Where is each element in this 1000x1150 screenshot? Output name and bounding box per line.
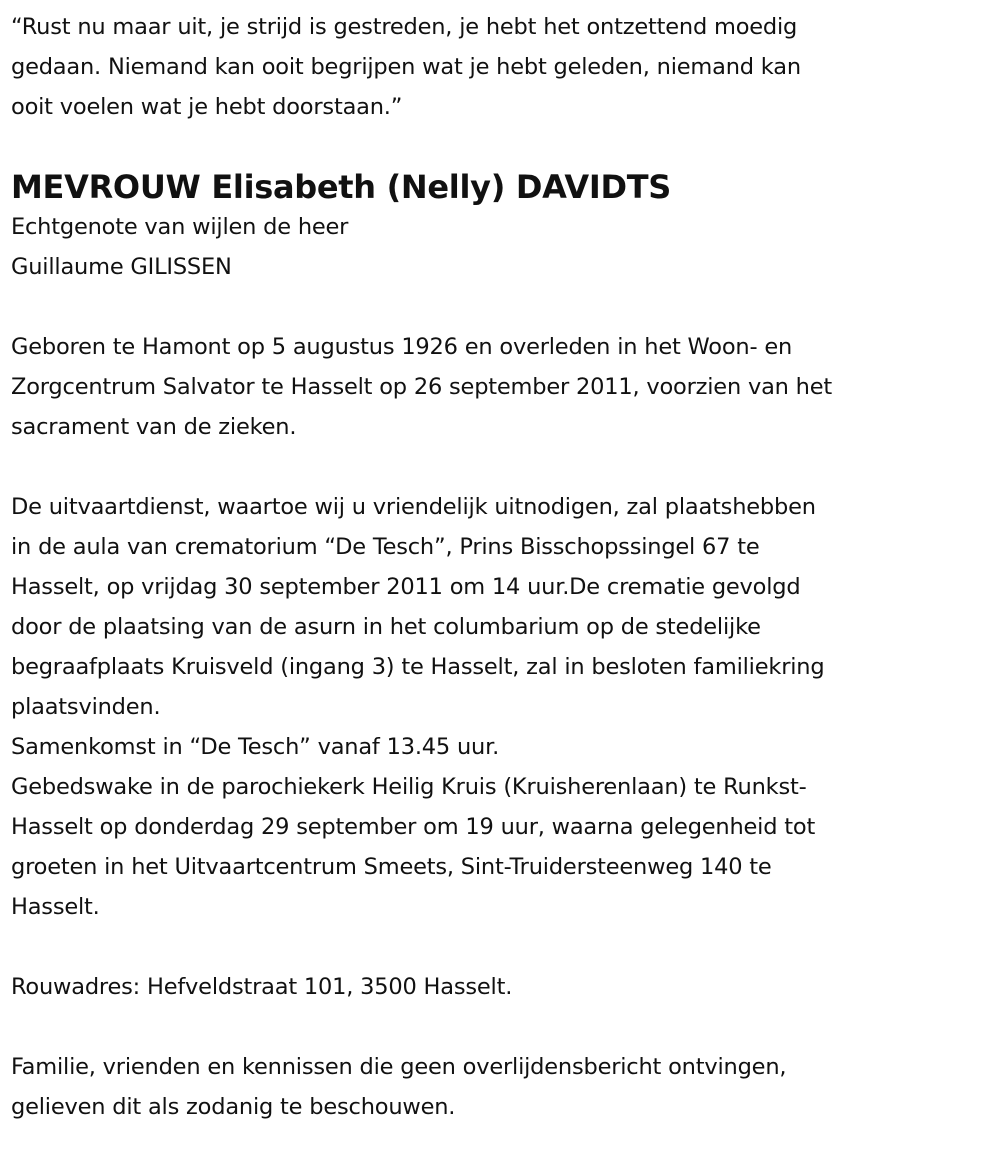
quote-line: gedaan. Niemand kan ooit begrijpen wat je hebt geleden, niemand kan	[11, 54, 801, 80]
text-line: Hasselt, op vrijdag 30 september 2011 om 14 uur.De crematie gevolgd	[11, 574, 801, 600]
text-line: Hasselt.	[11, 894, 100, 920]
closing-paragraph	[11, 1047, 1000, 1127]
text-line: Samenkomst in “De Tesch” vanaf 13.45 uur.	[11, 734, 500, 760]
text-line: in de aula van crematorium “De Tesch”, Prins Bisschopssingel 67 te	[11, 534, 760, 560]
birth-death-paragraph	[11, 327, 1000, 447]
text-line: De uitvaartdienst, waartoe wij u vriendelijk uitnodigen, zal plaatshebben	[11, 494, 816, 520]
quote-paragraph	[11, 7, 1000, 127]
text-line: door de plaatsing van de asurn in het columbarium op de stedelijke	[11, 614, 761, 640]
text-line: gelieven dit als zodanig te beschouwen.	[11, 1094, 456, 1120]
text-line: groeten in het Uitvaartcentrum Smeets, Sint-Truidersteenweg 140 te	[11, 854, 772, 880]
text-line: begraafplaats Kruisveld (ingang 3) te Hasselt, zal in besloten familiekring	[11, 654, 825, 680]
mourning-address: Rouwadres: Hefveldstraat 101, 3500 Hasselt.	[11, 974, 513, 1000]
quote-line: ooit voelen wat je hebt doorstaan.”	[11, 94, 403, 120]
subtitle-line: Echtgenote van wijlen de heer	[11, 214, 349, 240]
text-line: Hasselt op donderdag 29 september om 19 uur, waarna gelegenheid tot	[11, 814, 816, 840]
deceased-name-heading: MEVROUW Elisabeth (Nelly) DAVIDTS	[11, 168, 672, 206]
text-line: Familie, vrienden en kennissen die geen overlijdensbericht ontvingen,	[11, 1054, 787, 1080]
text-line: sacrament van de zieken.	[11, 414, 297, 440]
service-paragraph	[11, 487, 1000, 927]
text-line: plaatsvinden.	[11, 694, 161, 720]
text-line: Gebedswake in de parochiekerk Heilig Kruis (Kruisherenlaan) te Runkst-	[11, 774, 807, 800]
quote-line: “Rust nu maar uit, je strijd is gestreden, je hebt het ontzettend moedig	[11, 14, 798, 40]
subtitle-line: Guillaume GILISSEN	[11, 254, 232, 280]
text-line: Zorgcentrum Salvator te Hasselt op 26 september 2011, voorzien van het	[11, 374, 833, 400]
text-line: Geboren te Hamont op 5 augustus 1926 en overleden in het Woon- en	[11, 334, 793, 360]
